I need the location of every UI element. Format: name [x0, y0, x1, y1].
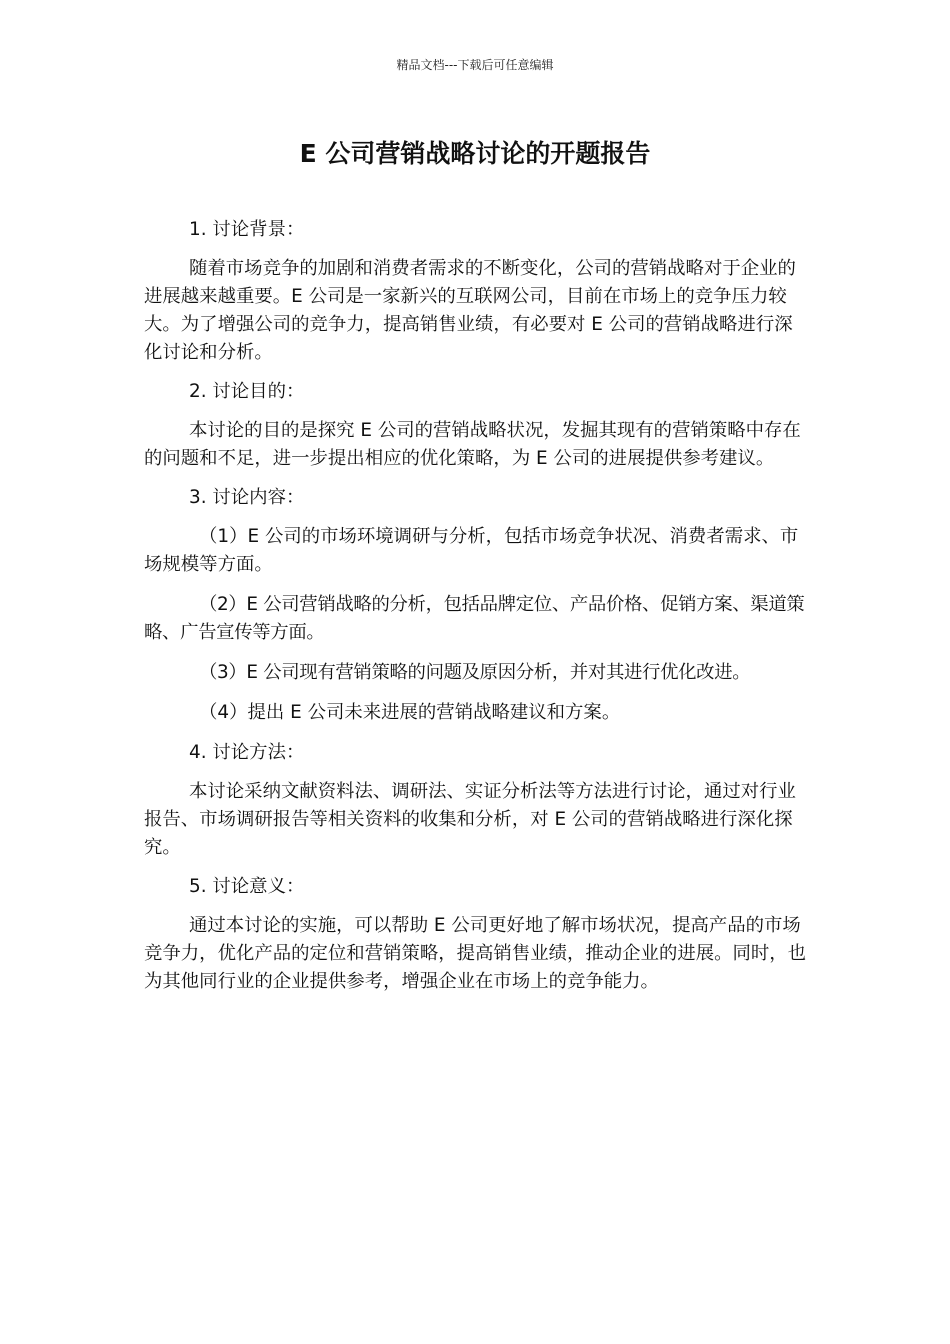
section-heading: 2. 讨论目的：	[189, 381, 305, 402]
section-content	[144, 484, 808, 727]
page-header: 精品文档---下载后可任意编辑	[396, 58, 554, 72]
section-paragraph: 随着市场竞争的加剧和消费者需求的不断变化，公司的营销战略对于企业的进展越来越重要。E 公司是一家新兴的互联网公司，目前在市场上的竞争压力较大。为了增强公司的竞争力，提高销售业绩，有必要对 E 公司的营销战略进行深化讨论和分析。	[144, 258, 796, 363]
list-item: （3）E 公司现有营销策略的问题及原因分析，并对其进行优化改进。	[199, 662, 751, 683]
section-paragraph: 本讨论的目的是探究 E 公司的营销战略状况，发掘其现有的营销策略中存在的问题和不足，进一步提出相应的优化策略，为 E 公司的进展提供参考建议。	[144, 420, 801, 469]
section-heading: 1. 讨论背景：	[189, 219, 305, 240]
section-purpose	[144, 378, 808, 473]
list-item: （2）E 公司营销战略的分析，包括品牌定位、产品价格、促销方案、渠道策略、广告宣传等方面。	[144, 594, 805, 643]
section-heading: 5. 讨论意义：	[189, 876, 305, 897]
section-heading: 3. 讨论内容：	[189, 487, 305, 508]
section-paragraph: 本讨论采纳文献资料法、调研法、实证分析法等方法进行讨论，通过对行业报告、市场调研报告等相关资料的收集和分析，对 E 公司的营销战略进行深化探究。	[144, 781, 796, 858]
document-body	[144, 216, 808, 1007]
section-method	[144, 739, 808, 862]
section-heading: 4. 讨论方法：	[189, 742, 305, 763]
section-paragraph: 通过本讨论的实施，可以帮助 E 公司更好地了解市场状况，提高产品的市场竞争力，优化产品的定位和营销策略，提高销售业绩，推动企业的进展。同时，也为其他同行业的企业提供参考，增强企业在市场上的竞争能力。	[144, 915, 807, 992]
document-title: E 公司营销战略讨论的开题报告	[299, 139, 651, 168]
section-background	[144, 216, 808, 367]
list-item: （1）E 公司的市场环境调研与分析，包括市场竞争状况、消费者需求、市场规模等方面。	[144, 526, 799, 575]
list-item: （4）提出 E 公司未来进展的营销战略建议和方案。	[199, 702, 621, 723]
section-significance	[144, 873, 808, 996]
